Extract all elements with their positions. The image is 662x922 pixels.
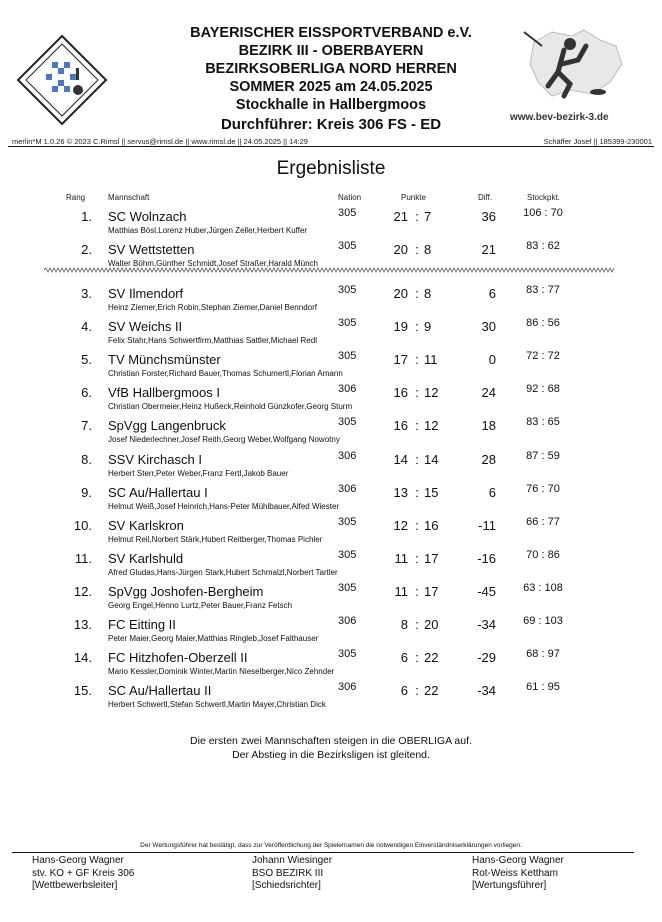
sig2-line2: BSO BEZIRK III xyxy=(252,867,324,879)
team-name: SV Karlskron xyxy=(108,518,184,533)
stock-points: 92 : 68 xyxy=(526,383,560,395)
points-colon: : xyxy=(415,352,419,367)
team-players: Christian Obermeier,Heinz Hußeck,Reinhold Günzkofer,Georg Sturm xyxy=(108,402,353,411)
table-row xyxy=(0,452,662,486)
table-row xyxy=(0,584,662,618)
points-for: 8 xyxy=(400,617,408,632)
signature-wertungsfuehrer xyxy=(472,855,564,893)
team-name: SC Au/Hallertau I xyxy=(108,485,208,500)
diff-cell: 0 xyxy=(488,352,496,367)
points-for: 16 xyxy=(393,418,408,433)
points-colon: : xyxy=(415,584,419,599)
col-points: Punkte xyxy=(401,193,426,202)
diff-cell: 18 xyxy=(481,418,496,433)
rank-cell: 12. xyxy=(73,584,92,599)
team-name: VfB Hallbergmoos I xyxy=(108,385,220,400)
nation-cell: 305 xyxy=(338,516,357,528)
sig2-role: [Schiedsrichter] xyxy=(252,880,321,891)
promotion-divider xyxy=(44,267,614,273)
points-colon: : xyxy=(415,683,419,698)
team-name: SV Ilmendorf xyxy=(108,286,184,301)
stock-points: 66 : 77 xyxy=(526,516,560,528)
points-for: 19 xyxy=(393,319,408,334)
season-title: SOMMER 2025 am 24.05.2025 xyxy=(229,79,433,95)
table-row xyxy=(0,485,662,519)
points-for: 13 xyxy=(393,485,408,500)
points-for: 17 xyxy=(393,352,408,367)
points-against: 11 xyxy=(424,352,438,367)
venue-title: Stockhalle in Hallbergmoos xyxy=(235,97,427,113)
rank-cell: 3. xyxy=(81,286,92,301)
diff-cell: -34 xyxy=(477,683,496,698)
diff-cell: 6 xyxy=(488,286,496,301)
sig2-name: Johann Wiesinger xyxy=(252,855,333,866)
promotion-note: Die ersten zwei Mannschaften steigen in die OBERLIGA auf. xyxy=(190,735,472,747)
points-against: 17 xyxy=(424,584,439,599)
table-row xyxy=(0,518,662,552)
signer-meta: Schäffer Josef || 185399-230001 xyxy=(543,137,652,146)
website-link[interactable]: www.bev-bezirk-3.de xyxy=(510,112,609,123)
signature-wettbewerbsleiter xyxy=(32,855,134,893)
points-against: 17 xyxy=(424,551,439,566)
points-against: 15 xyxy=(424,485,439,500)
points-colon: : xyxy=(415,385,419,400)
table-row xyxy=(0,551,662,585)
stock-points: 87 : 59 xyxy=(526,450,560,462)
nation-cell: 306 xyxy=(338,450,357,462)
nation-cell: 305 xyxy=(338,416,357,428)
points-colon: : xyxy=(415,452,419,467)
diff-cell: -11 xyxy=(478,518,496,533)
stock-points: 61 : 95 xyxy=(526,681,560,693)
stock-points: 70 : 86 xyxy=(526,549,560,561)
nation-cell: 306 xyxy=(338,681,357,693)
diff-cell: -34 xyxy=(477,617,496,632)
points-against: 8 xyxy=(424,286,432,301)
signature-schiedsrichter xyxy=(252,855,332,893)
team-name: SV Weichs II xyxy=(108,319,183,334)
team-players: Peter Maier,Georg Maier,Matthias Ringleb,Josef Falthauser xyxy=(108,634,319,643)
stock-points: 83 : 62 xyxy=(526,240,560,252)
rank-cell: 9. xyxy=(81,485,92,500)
table-row xyxy=(0,617,662,651)
page-title: Ergebnisliste xyxy=(276,158,386,179)
nation-cell: 305 xyxy=(338,207,357,219)
team-players: Heinz Ziemer,Erich Robin,Stephan Ziemer,Daniel Benndorf xyxy=(108,303,317,312)
stock-points: 106 : 70 xyxy=(523,207,563,219)
points-colon: : xyxy=(415,242,419,257)
team-name: SpVgg Langenbruck xyxy=(108,418,226,433)
points-colon: : xyxy=(415,319,419,334)
points-for: 6 xyxy=(400,650,408,665)
points-against: 12 xyxy=(424,385,439,400)
points-for: 11 xyxy=(394,551,408,566)
team-players: Afred Gludas,Hans-Jürgen Stark,Hubert Schmalzl,Norbert Tartler xyxy=(108,568,338,577)
nation-cell: 306 xyxy=(338,615,357,627)
stock-points: 68 : 97 xyxy=(526,648,560,660)
table-row xyxy=(0,385,662,419)
team-name: SpVgg Joshofen-Bergheim xyxy=(108,584,264,599)
team-players: Felix Stahr,Hans Schwertfirm,Matthias Sattler,Michael Redl xyxy=(108,336,317,345)
points-for: 16 xyxy=(393,385,408,400)
nation-cell: 305 xyxy=(338,549,357,561)
team-players: Josef Niederlechner,Josef Reith,Georg Weber,Wolfgang Nowotny xyxy=(108,435,340,444)
sig1-name: Hans-Georg Wagner xyxy=(32,855,124,866)
nation-cell: 306 xyxy=(338,483,357,495)
points-for: 20 xyxy=(393,242,408,257)
bavaria-map-logo xyxy=(512,24,630,104)
team-players: Mario Kessler,Dominik Winter,Martin Nieselberger,Nico Zehnder xyxy=(108,667,335,676)
league-title: BEZIRKSOBERLIGA NORD HERREN xyxy=(205,61,457,77)
team-name: SC Wolnzach xyxy=(108,209,187,224)
diff-cell: 36 xyxy=(481,209,496,224)
col-stock: Stockpkt. xyxy=(527,193,560,202)
points-against: 20 xyxy=(424,617,439,632)
team-players: Christian Forster,Richard Bauer,Thomas Schumertl,Florian Amann xyxy=(108,369,343,378)
nation-cell: 305 xyxy=(338,350,357,362)
points-colon: : xyxy=(415,286,419,301)
rank-cell: 2. xyxy=(81,242,92,257)
col-diff: Diff. xyxy=(478,193,493,202)
team-players: Helmut Reil,Norbert Stärk,Hubert Reitberger,Thomas Pichler xyxy=(108,535,323,544)
stock-points: 83 : 77 xyxy=(526,284,560,296)
diff-cell: 24 xyxy=(481,385,496,400)
table-row xyxy=(0,209,662,243)
team-name: SC Au/Hallertau II xyxy=(108,683,212,698)
rank-cell: 5. xyxy=(81,352,92,367)
stock-points: 63 : 108 xyxy=(523,582,563,594)
rank-cell: 14. xyxy=(73,650,92,665)
org-title: BAYERISCHER EISSPORTVERBAND e.V. xyxy=(190,25,472,41)
nation-cell: 305 xyxy=(338,582,357,594)
points-for: 14 xyxy=(393,452,408,467)
organizer-title: Durchführer: Kreis 306 FS - ED xyxy=(220,116,442,133)
team-name: SV Karlshuld xyxy=(108,551,184,566)
points-against: 22 xyxy=(424,683,439,698)
points-colon: : xyxy=(415,485,419,500)
points-colon: : xyxy=(415,650,419,665)
rank-cell: 8. xyxy=(81,452,92,467)
nation-cell: 305 xyxy=(338,648,357,660)
nation-cell: 305 xyxy=(338,317,357,329)
diff-cell: -45 xyxy=(477,584,496,599)
table-row xyxy=(0,650,662,684)
diff-cell: -29 xyxy=(477,650,496,665)
points-against: 8 xyxy=(424,242,432,257)
stock-points: 86 : 56 xyxy=(526,317,560,329)
diff-cell: 21 xyxy=(481,242,496,257)
sig3-line2: Rot-Weiss Kettham xyxy=(472,867,558,879)
diff-cell: -16 xyxy=(477,551,496,566)
points-colon: : xyxy=(415,418,419,433)
diff-cell: 30 xyxy=(481,319,496,334)
table-row xyxy=(0,418,662,452)
points-colon: : xyxy=(415,518,419,533)
rank-cell: 7. xyxy=(81,418,92,433)
points-for: 12 xyxy=(393,518,408,533)
rank-cell: 4. xyxy=(81,319,92,334)
diff-cell: 6 xyxy=(488,485,496,500)
rank-cell: 15. xyxy=(73,683,92,698)
points-against: 16 xyxy=(424,518,439,533)
footer-disclaimer: Der Wertungsführer hat bestätigt, dass zur Veröffentlichung der Spielernamen die notwendigen Einverständniserklärungen vorliegen. xyxy=(140,842,522,849)
col-nation: Nation xyxy=(338,193,362,202)
points-for: 20 xyxy=(393,286,408,301)
table-row xyxy=(0,286,662,320)
team-players: Herbert Sterr,Peter Weber,Franz Fertl,Jakob Bauer xyxy=(108,469,289,478)
rank-cell: 6. xyxy=(81,385,92,400)
points-against: 7 xyxy=(424,209,432,224)
rank-cell: 11. xyxy=(74,551,92,566)
team-name: FC Hitzhofen-Oberzell II xyxy=(108,650,248,665)
nation-cell: 305 xyxy=(338,240,357,252)
points-colon: : xyxy=(415,551,419,566)
district-title: BEZIRK III - OBERBAYERN xyxy=(238,43,424,59)
team-players: Walter Böhm,Günther Schmidt,Josef Straßer,Harald Münch xyxy=(108,259,319,268)
points-colon: : xyxy=(415,617,419,632)
points-against: 12 xyxy=(424,418,439,433)
rank-cell: 1. xyxy=(81,209,92,224)
header-rule xyxy=(8,146,654,147)
stock-points: 76 : 70 xyxy=(526,483,560,495)
team-players: Matthias Bösl,Lorenz Huber,Jürgen Zeller,Herbert Kuffer xyxy=(108,226,308,235)
nation-cell: 306 xyxy=(338,383,357,395)
sig1-line2: stv. KO + GF Kreis 306 xyxy=(32,867,135,879)
software-meta: merlin*M 1.0.26 © 2023 C.Rimsl || servus@rimsl.de || www.rimsl.de || 24.05.2025 || 14:29 xyxy=(12,137,308,146)
points-for: 11 xyxy=(394,584,408,599)
points-against: 9 xyxy=(424,319,432,334)
table-row xyxy=(0,683,662,717)
team-players: Georg Engel,Henno Lurtz,Peter Bauer,Franz Fetsch xyxy=(108,601,293,610)
points-for: 6 xyxy=(400,683,408,698)
sig3-name: Hans-Georg Wagner xyxy=(472,855,564,866)
sig1-role: [Wettbewerbsleiter] xyxy=(32,880,118,891)
stock-points: 83 : 65 xyxy=(526,416,560,428)
team-name: FC Eitting II xyxy=(108,617,176,632)
table-row xyxy=(0,319,662,353)
col-rank: Rang xyxy=(66,193,86,202)
points-for: 21 xyxy=(393,209,408,224)
stock-points: 72 : 72 xyxy=(526,350,560,362)
team-name: SV Wettstetten xyxy=(108,242,195,257)
rank-cell: 10. xyxy=(73,518,92,533)
team-name: TV Münchsmünster xyxy=(108,352,221,367)
points-colon: : xyxy=(415,209,419,224)
rank-cell: 13. xyxy=(73,617,92,632)
points-against: 14 xyxy=(424,452,439,467)
nation-cell: 305 xyxy=(338,284,357,296)
stock-points: 69 : 103 xyxy=(523,615,563,627)
points-against: 22 xyxy=(424,650,439,665)
footer-rule xyxy=(12,852,634,853)
relegation-note: Der Abstieg in die Bezirksligen ist gleitend. xyxy=(232,749,430,761)
team-players: Helmut Weiß,Josef Heinrich,Hans-Peter Mühlbauer,Alfed Wiester xyxy=(108,502,340,511)
table-row xyxy=(0,352,662,386)
diff-cell: 28 xyxy=(481,452,496,467)
team-name: SSV Kirchasch I xyxy=(108,452,202,467)
team-players: Herbert Schwertl,Stefan Schwertl,Martin Mayer,Christian Dick xyxy=(108,700,326,709)
sig3-role: [Wertungsführer] xyxy=(472,880,547,891)
col-team: Mannschaft xyxy=(108,193,150,202)
